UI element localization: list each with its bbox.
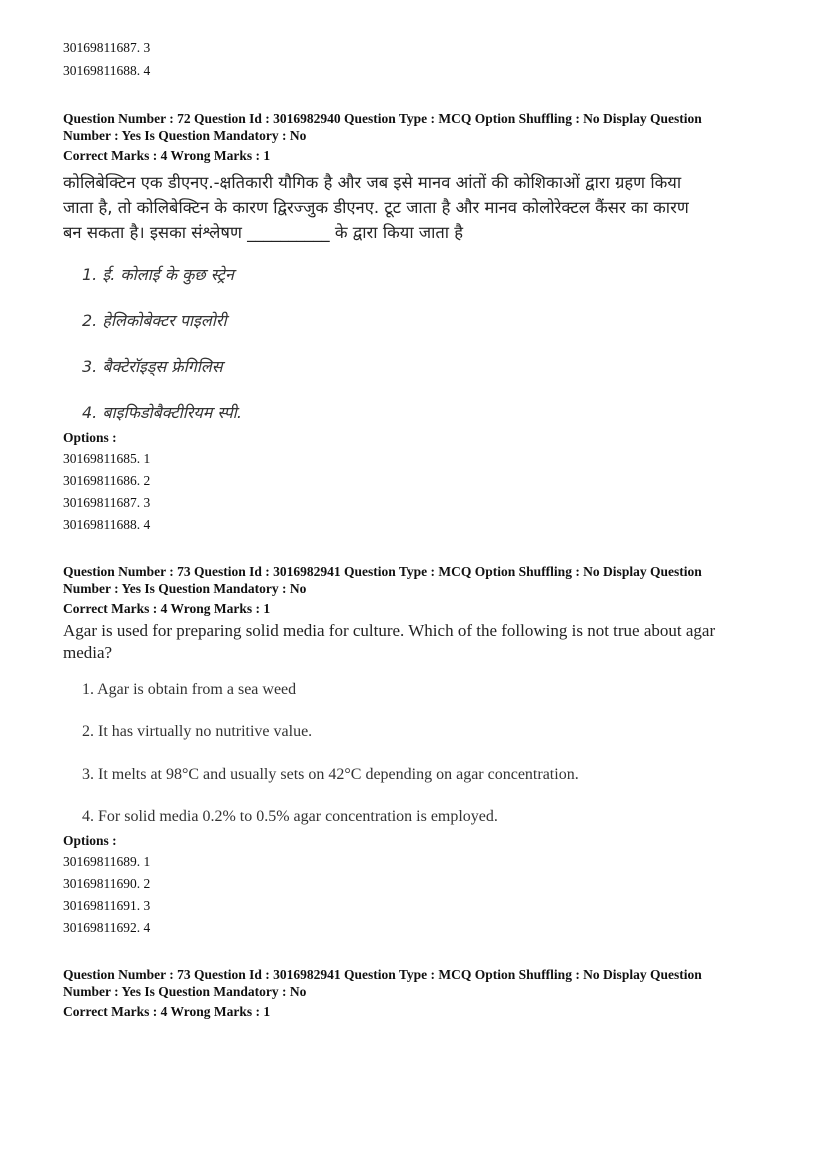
question-72-header: Question Number : 72 Question Id : 3016982940 Question Type : MCQ Option Shuffling : No Display Question (63, 111, 702, 126)
question-text-line: बन सकता है। इसका संश्लेषण __________ के द्वारा किया जाता है (63, 223, 464, 242)
question-72-choice-3: 3. बैक्टेरॉइड्स फ्रेगिलिस (82, 357, 223, 376)
option-id-line: 30169811692. 4 (63, 920, 151, 935)
question-73-choice-1: 1. Agar is obtain from a sea weed (82, 681, 297, 698)
question-72-header-cont: Number : Yes Is Question Mandatory : No (63, 128, 307, 143)
option-id-line: 30169811687. 3 (63, 495, 151, 510)
question-73b-header-cont: Number : Yes Is Question Mandatory : No (63, 984, 307, 999)
question-72-choice-2: 2. हेलिकोबेक्टर पाइलोरी (82, 311, 227, 330)
question-text-line: media? (63, 643, 113, 662)
option-id-line: 30169811690. 2 (63, 876, 151, 891)
question-73-choice-3: 3. It melts at 98°C and usually sets on 42°C depending on agar concentration. (82, 766, 579, 783)
question-73-header-cont: Number : Yes Is Question Mandatory : No (63, 581, 307, 596)
question-72-marks: Correct Marks : 4 Wrong Marks : 1 (63, 148, 271, 163)
question-73-choice-4: 4. For solid media 0.2% to 0.5% agar concentration is employed. (82, 808, 498, 825)
question-73-choice-2: 2. It has virtually no nutritive value. (82, 723, 313, 740)
option-id-line: 30169811687. 3 (63, 40, 151, 55)
question-text-line: कोलिबेक्टिन एक डीएनए.-क्षतिकारी यौगिक है और जब इसे मानव आंतों की कोशिकाओं द्वारा ग्रहण किया (63, 173, 682, 192)
question-73-marks: Correct Marks : 4 Wrong Marks : 1 (63, 601, 271, 616)
option-id-line: 30169811691. 3 (63, 898, 151, 913)
question-72-choice-4: 4. बाइफिडोबैक्टीरियम स्पी. (82, 403, 242, 422)
question-73-header: Question Number : 73 Question Id : 3016982941 Question Type : MCQ Option Shuffling : No Display Question (63, 564, 702, 579)
question-text-line: जाता है, तो कोलिबेक्टिन के कारण द्विरज्जुक डीएनए. टूट जाता है और मानव कोलोरेक्टल कैंसर का कारण (63, 198, 689, 217)
option-id-line: 30169811688. 4 (63, 517, 151, 532)
question-73b-header: Question Number : 73 Question Id : 3016982941 Question Type : MCQ Option Shuffling : No Display Question (63, 967, 702, 982)
question-72-text (63, 170, 793, 245)
option-id-line: 30169811685. 1 (63, 451, 151, 466)
option-id-line: 30169811689. 1 (63, 854, 151, 869)
option-id-line: 30169811688. 4 (63, 63, 151, 78)
option-id-line: 30169811686. 2 (63, 473, 151, 488)
question-73-text (63, 620, 793, 664)
question-72-choice-1: 1. ई. कोलाई के कुछ स्ट्रेन (82, 265, 234, 284)
question-73-options-label: Options : (63, 833, 117, 848)
question-text-line: Agar is used for preparing solid media for culture. Which of the following is not true about agar (63, 621, 716, 640)
question-73b-marks: Correct Marks : 4 Wrong Marks : 1 (63, 1004, 271, 1019)
question-72-options-label: Options : (63, 430, 117, 445)
